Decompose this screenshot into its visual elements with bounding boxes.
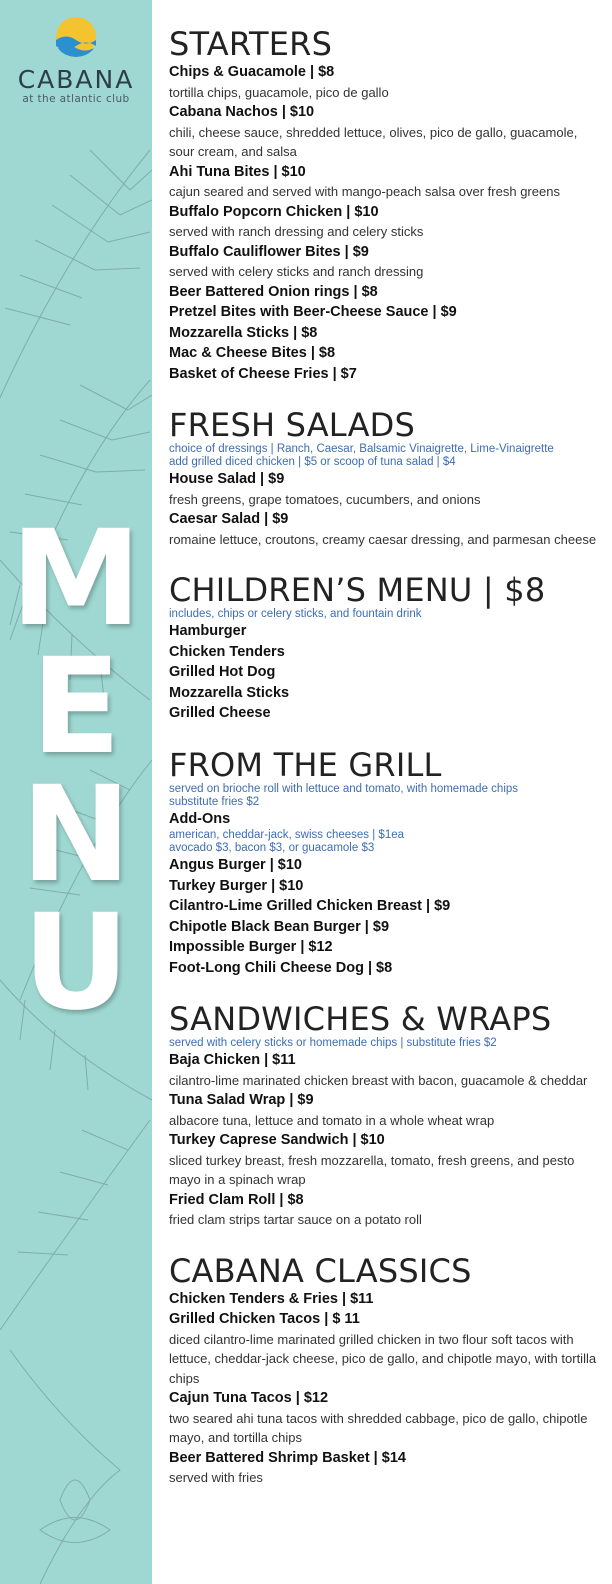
menu-item-name: Ahi Tuna Bites | $10 — [169, 163, 306, 180]
section-note: choice of dressings | Ranch, Caesar, Balsamic Vinaigrette, Lime-Vinaigrette — [169, 443, 554, 455]
menu-item-name: Hamburger — [169, 623, 247, 639]
section-note: includes, chips or celery sticks, and fountain drink — [169, 608, 422, 620]
menu-letter: U — [22, 886, 130, 1040]
menu-item-name: Mozzarella Sticks | $8 — [169, 324, 318, 341]
menu-item-description: cilantro-lime marinated chicken breast with bacon, guacamole & cheddar — [169, 1072, 588, 1088]
menu-item-name: Cabana Nachos | $10 — [169, 104, 315, 120]
menu-item — [169, 302, 599, 323]
menu-vertical-title — [0, 502, 152, 1040]
menu-sidebar — [0, 0, 152, 1584]
section-title: SANDWICHES & WRAPS — [169, 1000, 552, 1038]
menu-item-name: Buffalo Popcorn Chicken | $10 — [169, 203, 379, 220]
section-note: add grilled diced chicken | $5 or scoop of tuna salad | $4 — [169, 456, 456, 468]
menu-item-name: Turkey Caprese Sandwich | $10 — [169, 1132, 385, 1148]
section-title: CABANA CLASSICS — [169, 1251, 472, 1290]
sun-wave-icon — [55, 16, 97, 58]
section-note: served with celery sticks or homemade chips | substitute fries $2 — [169, 1037, 497, 1049]
menu-section — [169, 1001, 599, 1230]
menu-item — [169, 1090, 599, 1130]
menu-item — [169, 62, 599, 102]
menu-letter: N — [20, 758, 132, 912]
menu-item-note: avocado $3, bacon $3, or guacamole $3 — [169, 842, 375, 854]
menu-item-name: Turkey Burger | $10 — [169, 877, 304, 894]
menu-item-name: Buffalo Cauliflower Bites | $9 — [169, 243, 369, 260]
menu-item-name: Pretzel Bites with Beer-Cheese Sauce | $9 — [169, 304, 457, 320]
menu-item — [169, 343, 599, 364]
section-title: STARTERS — [169, 25, 333, 63]
menu-letter: M — [10, 502, 142, 656]
menu-item — [169, 937, 599, 958]
menu-item-description: fresh greens, grape tomatoes, cucumbers, and onions — [169, 491, 481, 507]
menu-item — [169, 1130, 599, 1190]
menu-item-name: Beer Battered Onion rings | $8 — [169, 283, 378, 300]
menu-item-description: romaine lettuce, croutons, creamy caesar dressing, and parmesan cheese — [169, 531, 597, 547]
section-title: FRESH SALADS — [169, 406, 416, 444]
menu-item-name: Fried Clam Roll | $8 — [169, 1191, 304, 1208]
menu-item — [169, 958, 599, 979]
menu-item-name: Grilled Chicken Tacos | $ 11 — [169, 1311, 360, 1327]
menu-item-name: Grilled Cheese — [169, 705, 271, 721]
menu-item — [169, 1289, 599, 1310]
menu-item-name: Chipotle Black Bean Burger | $9 — [169, 918, 390, 935]
menu-item — [169, 1190, 599, 1230]
menu-item — [169, 896, 599, 917]
menu-item-name: Mozzarella Sticks — [169, 684, 290, 701]
menu-item-description: sliced turkey breast, fresh mozzarella, tomato, fresh greens, and pesto mayo in a spinach wrap — [169, 1152, 575, 1187]
menu-item-description: chili, cheese sauce, shredded lettuce, olives, pico de gallo, guacamole, sour cream, and salsa — [169, 124, 578, 159]
menu-item — [169, 1309, 599, 1388]
menu-item — [169, 509, 599, 549]
menu-item-name: Grilled Hot Dog — [169, 664, 276, 680]
menu-item — [169, 683, 599, 704]
menu-item-name: Angus Burger | $10 — [169, 857, 302, 873]
menu-item-name: Add-Ons — [169, 810, 231, 827]
menu-item-description: diced cilantro-lime marinated grilled chicken in two flour soft tacos with lettuce, cheddar-jack cheese, pico de gallo, and chipotle mayo, with tortilla chips — [169, 1331, 597, 1386]
menu-item-description: fried clam strips tartar sauce on a potato roll — [169, 1212, 422, 1227]
menu-item-name: Chips & Guacamole | $8 — [169, 64, 335, 80]
menu-item-name: Caesar Salad | $9 — [169, 511, 289, 527]
menu-item — [169, 876, 599, 897]
menu-item-name: Impossible Burger | $12 — [169, 939, 333, 955]
menu-item-name: House Salad | $9 — [169, 471, 285, 487]
menu-section — [169, 1253, 599, 1488]
menu-item — [169, 242, 599, 282]
menu-item-description: served with ranch dressing and celery sticks — [169, 224, 424, 239]
menu-item — [169, 364, 599, 385]
menu-item-description: albacore tuna, lettuce and tomato in a whole wheat wrap — [169, 1112, 495, 1128]
brand-logo — [0, 16, 152, 105]
menu-item-name: Cajun Tuna Tacos | $12 — [169, 1390, 329, 1406]
menu-section — [169, 407, 599, 549]
section-title: CHILDREN’S MENU | $8 — [169, 571, 546, 609]
menu-section — [169, 572, 599, 724]
menu-item — [169, 1448, 599, 1488]
menu-item-name: Chicken Tenders & Fries | $11 — [169, 1290, 374, 1307]
menu-content — [169, 26, 599, 1511]
menu-item-name: Mac & Cheese Bites | $8 — [169, 345, 336, 361]
menu-letter: E — [30, 630, 122, 784]
menu-item-description: tortilla chips, guacamole, pico de gallo — [169, 84, 389, 100]
menu-item-name: Baja Chicken | $11 — [169, 1052, 296, 1068]
menu-item-description: two seared ahi tuna tacos with shredded cabbage, pico de gallo, chipotle mayo, and tortilla chips — [169, 1410, 588, 1445]
brand-name: CABANA — [17, 65, 135, 94]
menu-item-name: Cilantro-Lime Grilled Chicken Breast | $9 — [169, 898, 451, 914]
menu-item — [169, 1388, 599, 1448]
section-note: substitute fries $2 — [169, 795, 260, 808]
menu-item — [169, 662, 599, 683]
section-title: FROM THE GRILL — [169, 745, 442, 784]
menu-item — [169, 102, 599, 162]
menu-item — [169, 323, 599, 344]
menu-item — [169, 809, 599, 856]
menu-item — [169, 703, 599, 724]
menu-section — [169, 26, 599, 384]
menu-item-name: Foot-Long Chili Cheese Dog | $8 — [169, 959, 393, 976]
menu-item — [169, 1050, 599, 1090]
menu-item-description: served with celery sticks and ranch dressing — [169, 264, 424, 279]
menu-item — [169, 282, 599, 303]
menu-item — [169, 162, 599, 202]
menu-item — [169, 642, 599, 663]
menu-item-name: Chicken Tenders — [169, 643, 285, 660]
menu-section — [169, 747, 599, 979]
menu-item — [169, 469, 599, 509]
menu-item — [169, 621, 599, 642]
menu-item — [169, 855, 599, 876]
menu-item-description: cajun seared and served with mango-peach salsa over fresh greens — [169, 184, 560, 199]
menu-item — [169, 202, 599, 242]
menu-item-description: served with fries — [169, 1470, 263, 1485]
menu-item-note: american, cheddar-jack, swiss cheeses | $1ea — [169, 829, 405, 841]
brand-tagline: at the atlantic club — [22, 93, 130, 105]
menu-item-name: Beer Battered Shrimp Basket | $14 — [169, 1449, 406, 1466]
section-note: served on brioche roll with lettuce and tomato, with homemade chips — [169, 782, 519, 795]
menu-item-name: Basket of Cheese Fries | $7 — [169, 365, 357, 382]
menu-item — [169, 917, 599, 938]
menu-item-name: Tuna Salad Wrap | $9 — [169, 1092, 314, 1108]
